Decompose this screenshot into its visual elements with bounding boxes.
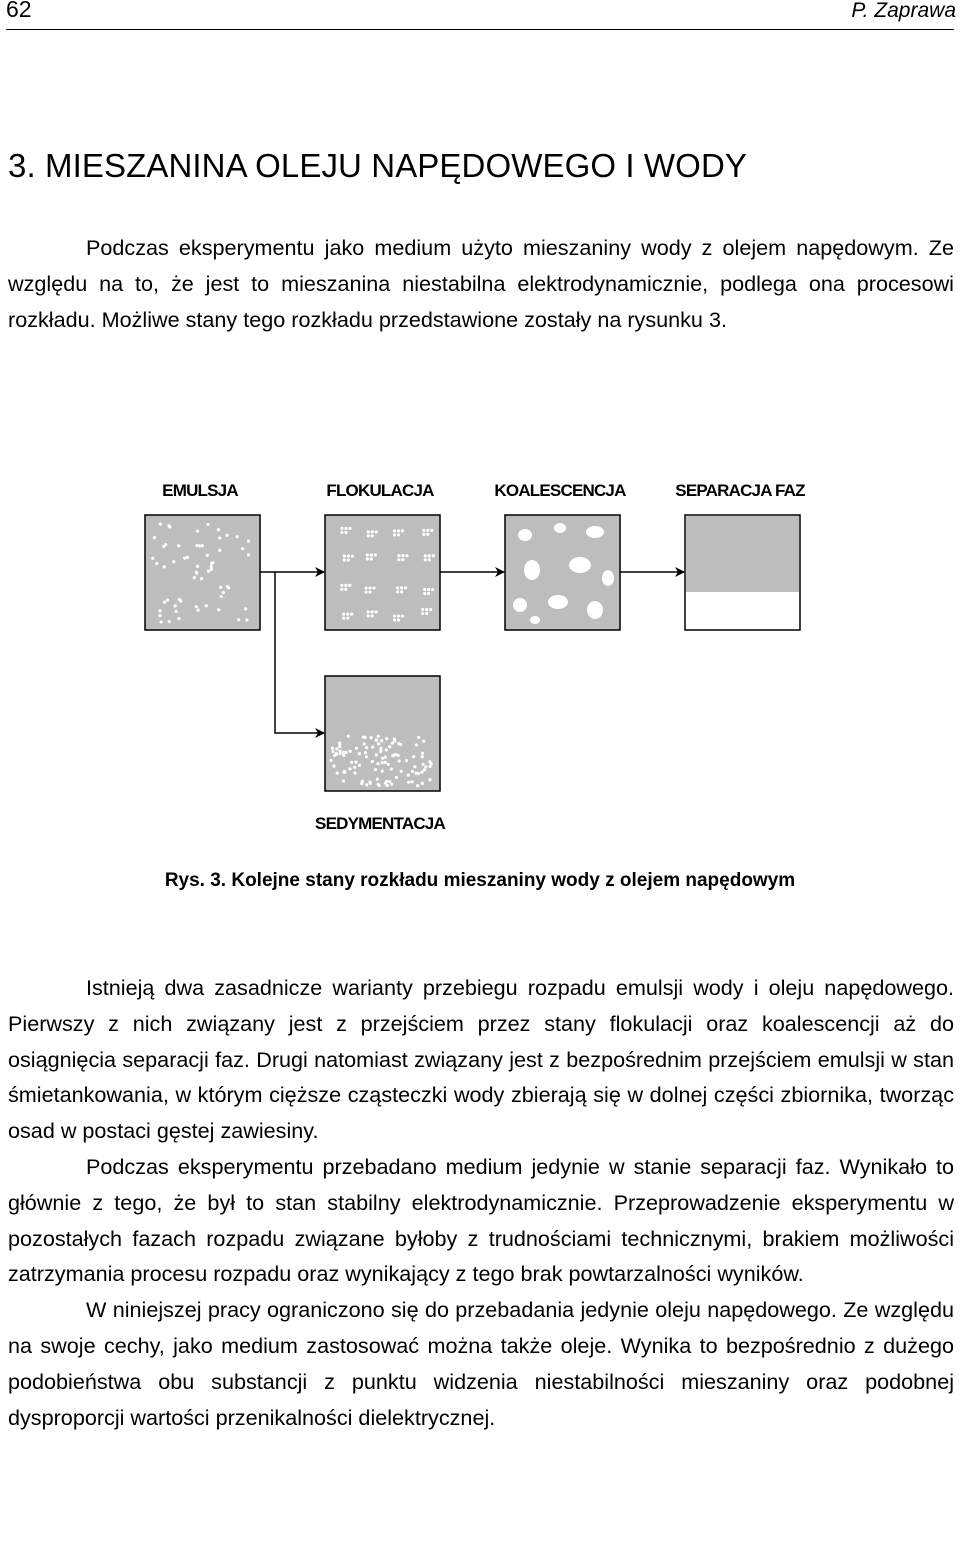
droplet bbox=[424, 558, 427, 561]
droplet bbox=[420, 770, 423, 773]
droplet bbox=[344, 588, 347, 591]
droplet bbox=[410, 780, 413, 783]
droplet bbox=[399, 743, 402, 746]
droplet bbox=[400, 586, 403, 589]
droplet bbox=[411, 770, 414, 773]
droplet bbox=[200, 577, 203, 580]
droplet bbox=[198, 544, 201, 547]
droplet bbox=[421, 752, 424, 755]
droplet bbox=[370, 553, 373, 556]
box-sedymentacja bbox=[325, 676, 440, 791]
droplet bbox=[364, 590, 367, 593]
droplet bbox=[425, 608, 428, 611]
header-rule bbox=[6, 29, 954, 30]
droplet bbox=[347, 735, 350, 738]
label-koalescencja: KOALESCENCJA bbox=[494, 481, 626, 500]
droplet bbox=[374, 553, 377, 556]
droplet bbox=[347, 558, 350, 561]
droplet bbox=[427, 588, 430, 591]
figure-decomposition-states bbox=[140, 470, 820, 840]
droplet bbox=[351, 554, 354, 557]
droplet bbox=[186, 556, 189, 559]
droplet bbox=[355, 747, 358, 750]
droplet bbox=[397, 618, 400, 621]
paragraph-3: W niniejszej pracy ograniczono się do przebadania jedynie oleju napędowego. Ze względu na swoje cechy, jako medium zastosować można także oleje. Wynika to bezpośrednio z dużego podobieństwa obu substancji z punktu widzenia niestabilności mieszaniny oraz podobnej dysproporcji wartości przenikalności dielektrycznej. bbox=[8, 1297, 954, 1430]
droplet bbox=[210, 568, 213, 571]
droplet bbox=[407, 781, 410, 784]
droplet bbox=[428, 778, 431, 781]
droplet bbox=[163, 601, 166, 604]
droplet bbox=[377, 784, 380, 787]
droplet bbox=[343, 770, 346, 773]
droplet bbox=[393, 533, 396, 536]
droplet bbox=[343, 554, 346, 557]
droplet bbox=[195, 605, 198, 608]
droplet bbox=[368, 781, 371, 784]
droplet bbox=[381, 770, 384, 773]
droplet bbox=[401, 554, 404, 557]
droplet bbox=[346, 617, 349, 620]
droplet bbox=[417, 736, 420, 739]
droplet bbox=[368, 590, 371, 593]
droplet bbox=[358, 752, 361, 755]
droplet bbox=[372, 586, 375, 589]
droplet bbox=[554, 523, 566, 533]
droplet bbox=[332, 764, 335, 767]
droplet bbox=[348, 584, 351, 587]
droplet bbox=[340, 588, 343, 591]
droplet bbox=[345, 751, 348, 754]
droplet bbox=[363, 736, 366, 739]
droplet bbox=[183, 557, 186, 560]
droplet bbox=[388, 745, 391, 748]
droplet bbox=[158, 609, 161, 612]
droplet bbox=[177, 544, 180, 547]
droplet bbox=[432, 554, 435, 557]
droplet bbox=[384, 761, 387, 764]
droplet bbox=[335, 747, 338, 750]
droplet bbox=[393, 618, 396, 621]
droplet bbox=[342, 617, 345, 620]
droplet bbox=[365, 746, 368, 749]
droplet bbox=[391, 742, 394, 745]
droplet bbox=[360, 782, 363, 785]
droplet bbox=[375, 739, 378, 742]
figure-diagram bbox=[140, 470, 820, 840]
droplet bbox=[358, 764, 361, 767]
droplet bbox=[428, 554, 431, 557]
droplet bbox=[348, 527, 351, 530]
droplet bbox=[343, 558, 346, 561]
droplet bbox=[428, 558, 431, 561]
droplet bbox=[421, 608, 424, 611]
droplet bbox=[167, 524, 170, 527]
paragraph-intro: Podczas eksperymentu jako medium użyto mieszaniny wody z olejem napędowym. Ze względu na to, że jest to mieszanina niestabilna elektrodynamicznie, podlega ona procesowi rozkładu. Możliwe stany tego rozkładu przedstawione zostały na rysunku 3. bbox=[8, 235, 954, 332]
droplet bbox=[370, 557, 373, 560]
droplet bbox=[513, 598, 527, 612]
droplet bbox=[168, 620, 171, 623]
main-text bbox=[8, 970, 954, 1435]
droplet bbox=[393, 738, 396, 741]
droplet bbox=[548, 595, 568, 609]
droplet bbox=[342, 754, 345, 757]
droplet bbox=[405, 759, 408, 762]
label-separacja-faz: SEPARACJA FAZ bbox=[675, 481, 805, 500]
droplet bbox=[218, 536, 221, 539]
droplet bbox=[349, 750, 352, 753]
droplet bbox=[362, 742, 365, 745]
droplet bbox=[375, 610, 378, 613]
droplet bbox=[430, 529, 433, 532]
droplet bbox=[344, 584, 347, 587]
droplet bbox=[163, 565, 166, 568]
droplet bbox=[196, 530, 199, 533]
droplet bbox=[331, 750, 334, 753]
paragraph-1: Istnieją dwa zasadnicze warianty przebiegu rozpadu emulsji wody i oleju napędowego. Pierwszy z nich związany jest z przejściem przez stany flokulacji oraz koalescencji aż do osiągnięcia separacji faz. Drugi natomiast związany jest z bezpośrednim przejściem emulsji w stan śmietankowania, w którym cięższe cząsteczki wody zbierają się w dolnej części zbiornika, tworząc osad w postaci gęstej zawiesiny. bbox=[8, 975, 954, 1144]
droplet bbox=[400, 590, 403, 593]
droplet bbox=[159, 523, 162, 526]
droplet bbox=[412, 755, 415, 758]
droplet bbox=[424, 554, 427, 557]
droplet bbox=[398, 759, 401, 762]
droplet bbox=[413, 765, 416, 768]
running-head: P. Zaprawa bbox=[851, 0, 956, 22]
droplet bbox=[236, 535, 239, 538]
droplet bbox=[353, 771, 356, 774]
droplet bbox=[336, 771, 339, 774]
droplet bbox=[370, 736, 373, 739]
label-flokulacja: FLOKULACJA bbox=[326, 481, 434, 500]
droplet bbox=[178, 598, 181, 601]
droplet bbox=[172, 560, 175, 563]
droplet bbox=[587, 601, 603, 619]
droplet bbox=[396, 590, 399, 593]
droplet bbox=[396, 586, 399, 589]
droplet bbox=[205, 604, 208, 607]
droplet bbox=[421, 755, 424, 758]
droplet bbox=[206, 523, 209, 526]
droplet bbox=[381, 757, 384, 760]
droplet bbox=[381, 761, 384, 764]
droplet bbox=[429, 608, 432, 611]
droplet bbox=[366, 553, 369, 556]
droplet bbox=[201, 544, 204, 547]
droplet bbox=[423, 588, 426, 591]
droplet bbox=[153, 536, 156, 539]
droplet bbox=[415, 743, 418, 746]
droplet bbox=[371, 746, 374, 749]
droplet bbox=[390, 783, 393, 786]
droplet bbox=[421, 782, 424, 785]
label-sedymentacja: SEDYMENTACJA bbox=[315, 814, 445, 833]
chapter-title: 3. MIESZANINA OLEJU NAPĘDOWEGO I WODY bbox=[8, 147, 747, 184]
droplet bbox=[217, 608, 220, 611]
droplet bbox=[365, 755, 368, 758]
droplet bbox=[393, 614, 396, 617]
droplet bbox=[393, 529, 396, 532]
droplet bbox=[241, 547, 244, 550]
droplet bbox=[244, 607, 247, 610]
droplet bbox=[368, 586, 371, 589]
droplet bbox=[385, 737, 388, 740]
droplet bbox=[388, 780, 391, 783]
droplet bbox=[245, 618, 248, 621]
droplet bbox=[218, 549, 221, 552]
droplet bbox=[377, 735, 380, 738]
droplet bbox=[340, 531, 343, 534]
droplet bbox=[371, 530, 374, 533]
droplet bbox=[371, 610, 374, 613]
droplet bbox=[340, 584, 343, 587]
droplet bbox=[422, 740, 425, 743]
droplet bbox=[339, 752, 342, 755]
droplet bbox=[220, 595, 223, 598]
droplet bbox=[426, 529, 429, 532]
droplet bbox=[364, 586, 367, 589]
droplet bbox=[159, 620, 162, 623]
droplet bbox=[375, 753, 378, 756]
droplet bbox=[524, 560, 540, 580]
droplet bbox=[196, 609, 199, 612]
droplet bbox=[407, 774, 410, 777]
droplet bbox=[374, 768, 377, 771]
droplet bbox=[518, 529, 532, 541]
droplet bbox=[385, 748, 388, 751]
droplet bbox=[350, 613, 353, 616]
droplet bbox=[247, 540, 250, 543]
droplet bbox=[217, 528, 220, 531]
droplet bbox=[421, 763, 424, 766]
droplet bbox=[338, 745, 341, 748]
droplet bbox=[380, 739, 383, 742]
droplet bbox=[401, 558, 404, 561]
arrow-emulsja-sedymentacja bbox=[275, 572, 324, 733]
droplet bbox=[422, 529, 425, 532]
droplet bbox=[365, 783, 368, 786]
droplet bbox=[416, 784, 419, 787]
droplet bbox=[342, 779, 345, 782]
droplet bbox=[428, 760, 431, 763]
droplet bbox=[237, 618, 240, 621]
droplet bbox=[344, 531, 347, 534]
droplet bbox=[425, 612, 428, 615]
droplet bbox=[400, 770, 403, 773]
droplet bbox=[367, 534, 370, 537]
droplet bbox=[379, 747, 382, 750]
droplet bbox=[384, 782, 387, 785]
droplet bbox=[164, 543, 167, 546]
droplet bbox=[211, 561, 214, 564]
droplet bbox=[397, 558, 400, 561]
droplet bbox=[375, 530, 378, 533]
droplet bbox=[354, 760, 357, 763]
droplet bbox=[366, 557, 369, 560]
intro-text bbox=[8, 230, 954, 337]
droplet bbox=[342, 613, 345, 616]
droplet bbox=[174, 604, 177, 607]
droplet bbox=[377, 742, 380, 745]
droplet bbox=[395, 776, 398, 779]
droplet bbox=[401, 529, 404, 532]
label-emulsja: EMULSJA bbox=[162, 481, 238, 500]
droplet bbox=[338, 742, 341, 745]
box-emulsja bbox=[145, 515, 260, 630]
droplet bbox=[155, 562, 158, 565]
droplet bbox=[387, 763, 390, 766]
droplet bbox=[530, 616, 540, 624]
droplet bbox=[397, 533, 400, 536]
droplet bbox=[335, 752, 338, 755]
droplet bbox=[404, 586, 407, 589]
droplet bbox=[371, 760, 374, 763]
droplet bbox=[397, 529, 400, 532]
droplet bbox=[431, 588, 434, 591]
droplet bbox=[177, 617, 180, 620]
droplet bbox=[405, 554, 408, 557]
droplet bbox=[371, 534, 374, 537]
droplet bbox=[329, 759, 332, 762]
droplet bbox=[427, 592, 430, 595]
figure-caption: Rys. 3. Kolejne stany rozkładu mieszaniny wody z olejem napędowym bbox=[164, 870, 796, 891]
droplet bbox=[331, 747, 334, 750]
droplet bbox=[417, 772, 420, 775]
droplet bbox=[195, 570, 198, 573]
droplet bbox=[376, 762, 379, 765]
droplet bbox=[379, 750, 382, 753]
droplet bbox=[166, 598, 169, 601]
droplet bbox=[219, 586, 222, 589]
droplet bbox=[424, 765, 427, 768]
droplet bbox=[151, 557, 154, 560]
droplet bbox=[426, 533, 429, 536]
droplet bbox=[423, 592, 426, 595]
page-number: 62 bbox=[6, 0, 32, 22]
droplet bbox=[428, 765, 431, 768]
droplet bbox=[353, 766, 356, 769]
droplet bbox=[175, 610, 178, 613]
droplet bbox=[247, 553, 250, 556]
droplet bbox=[602, 570, 614, 586]
droplet bbox=[367, 530, 370, 533]
droplet bbox=[350, 761, 353, 764]
droplet bbox=[421, 612, 424, 615]
paragraph-2: Podczas eksperymentu przebadano medium jedynie w stanie separacji faz. Wynikało to głównie z tego, że był to stan stabilny elektrodynamicznie. Przeprowadzenie eksperymentu w pozostałych fazach rozpadu związane byłoby z trudnościami technicznymi, brakiem możliwości zatrzymania procesu rozpadu oraz wynikający z tego brak powtarzalności wyników. bbox=[8, 1153, 954, 1287]
droplet bbox=[347, 554, 350, 557]
droplet bbox=[397, 554, 400, 557]
droplet bbox=[196, 565, 199, 568]
droplet bbox=[569, 557, 591, 573]
separacja-oil-phase bbox=[686, 516, 799, 592]
droplet bbox=[422, 533, 425, 536]
droplet bbox=[207, 570, 210, 573]
droplet bbox=[340, 527, 343, 530]
droplet bbox=[158, 614, 161, 617]
droplet bbox=[193, 576, 196, 579]
droplet bbox=[376, 778, 379, 781]
droplet bbox=[423, 768, 426, 771]
droplet bbox=[586, 526, 604, 538]
droplet bbox=[344, 527, 347, 530]
droplet bbox=[346, 613, 349, 616]
droplet bbox=[397, 614, 400, 617]
droplet bbox=[367, 610, 370, 613]
droplet bbox=[206, 554, 209, 557]
droplet bbox=[367, 614, 370, 617]
droplet bbox=[390, 767, 393, 770]
droplet bbox=[225, 534, 228, 537]
droplet bbox=[394, 753, 397, 756]
droplet bbox=[364, 751, 367, 754]
droplet bbox=[401, 614, 404, 617]
droplet bbox=[222, 591, 225, 594]
droplet bbox=[371, 614, 374, 617]
droplet bbox=[348, 767, 351, 770]
droplet bbox=[226, 585, 229, 588]
droplet bbox=[210, 565, 213, 568]
